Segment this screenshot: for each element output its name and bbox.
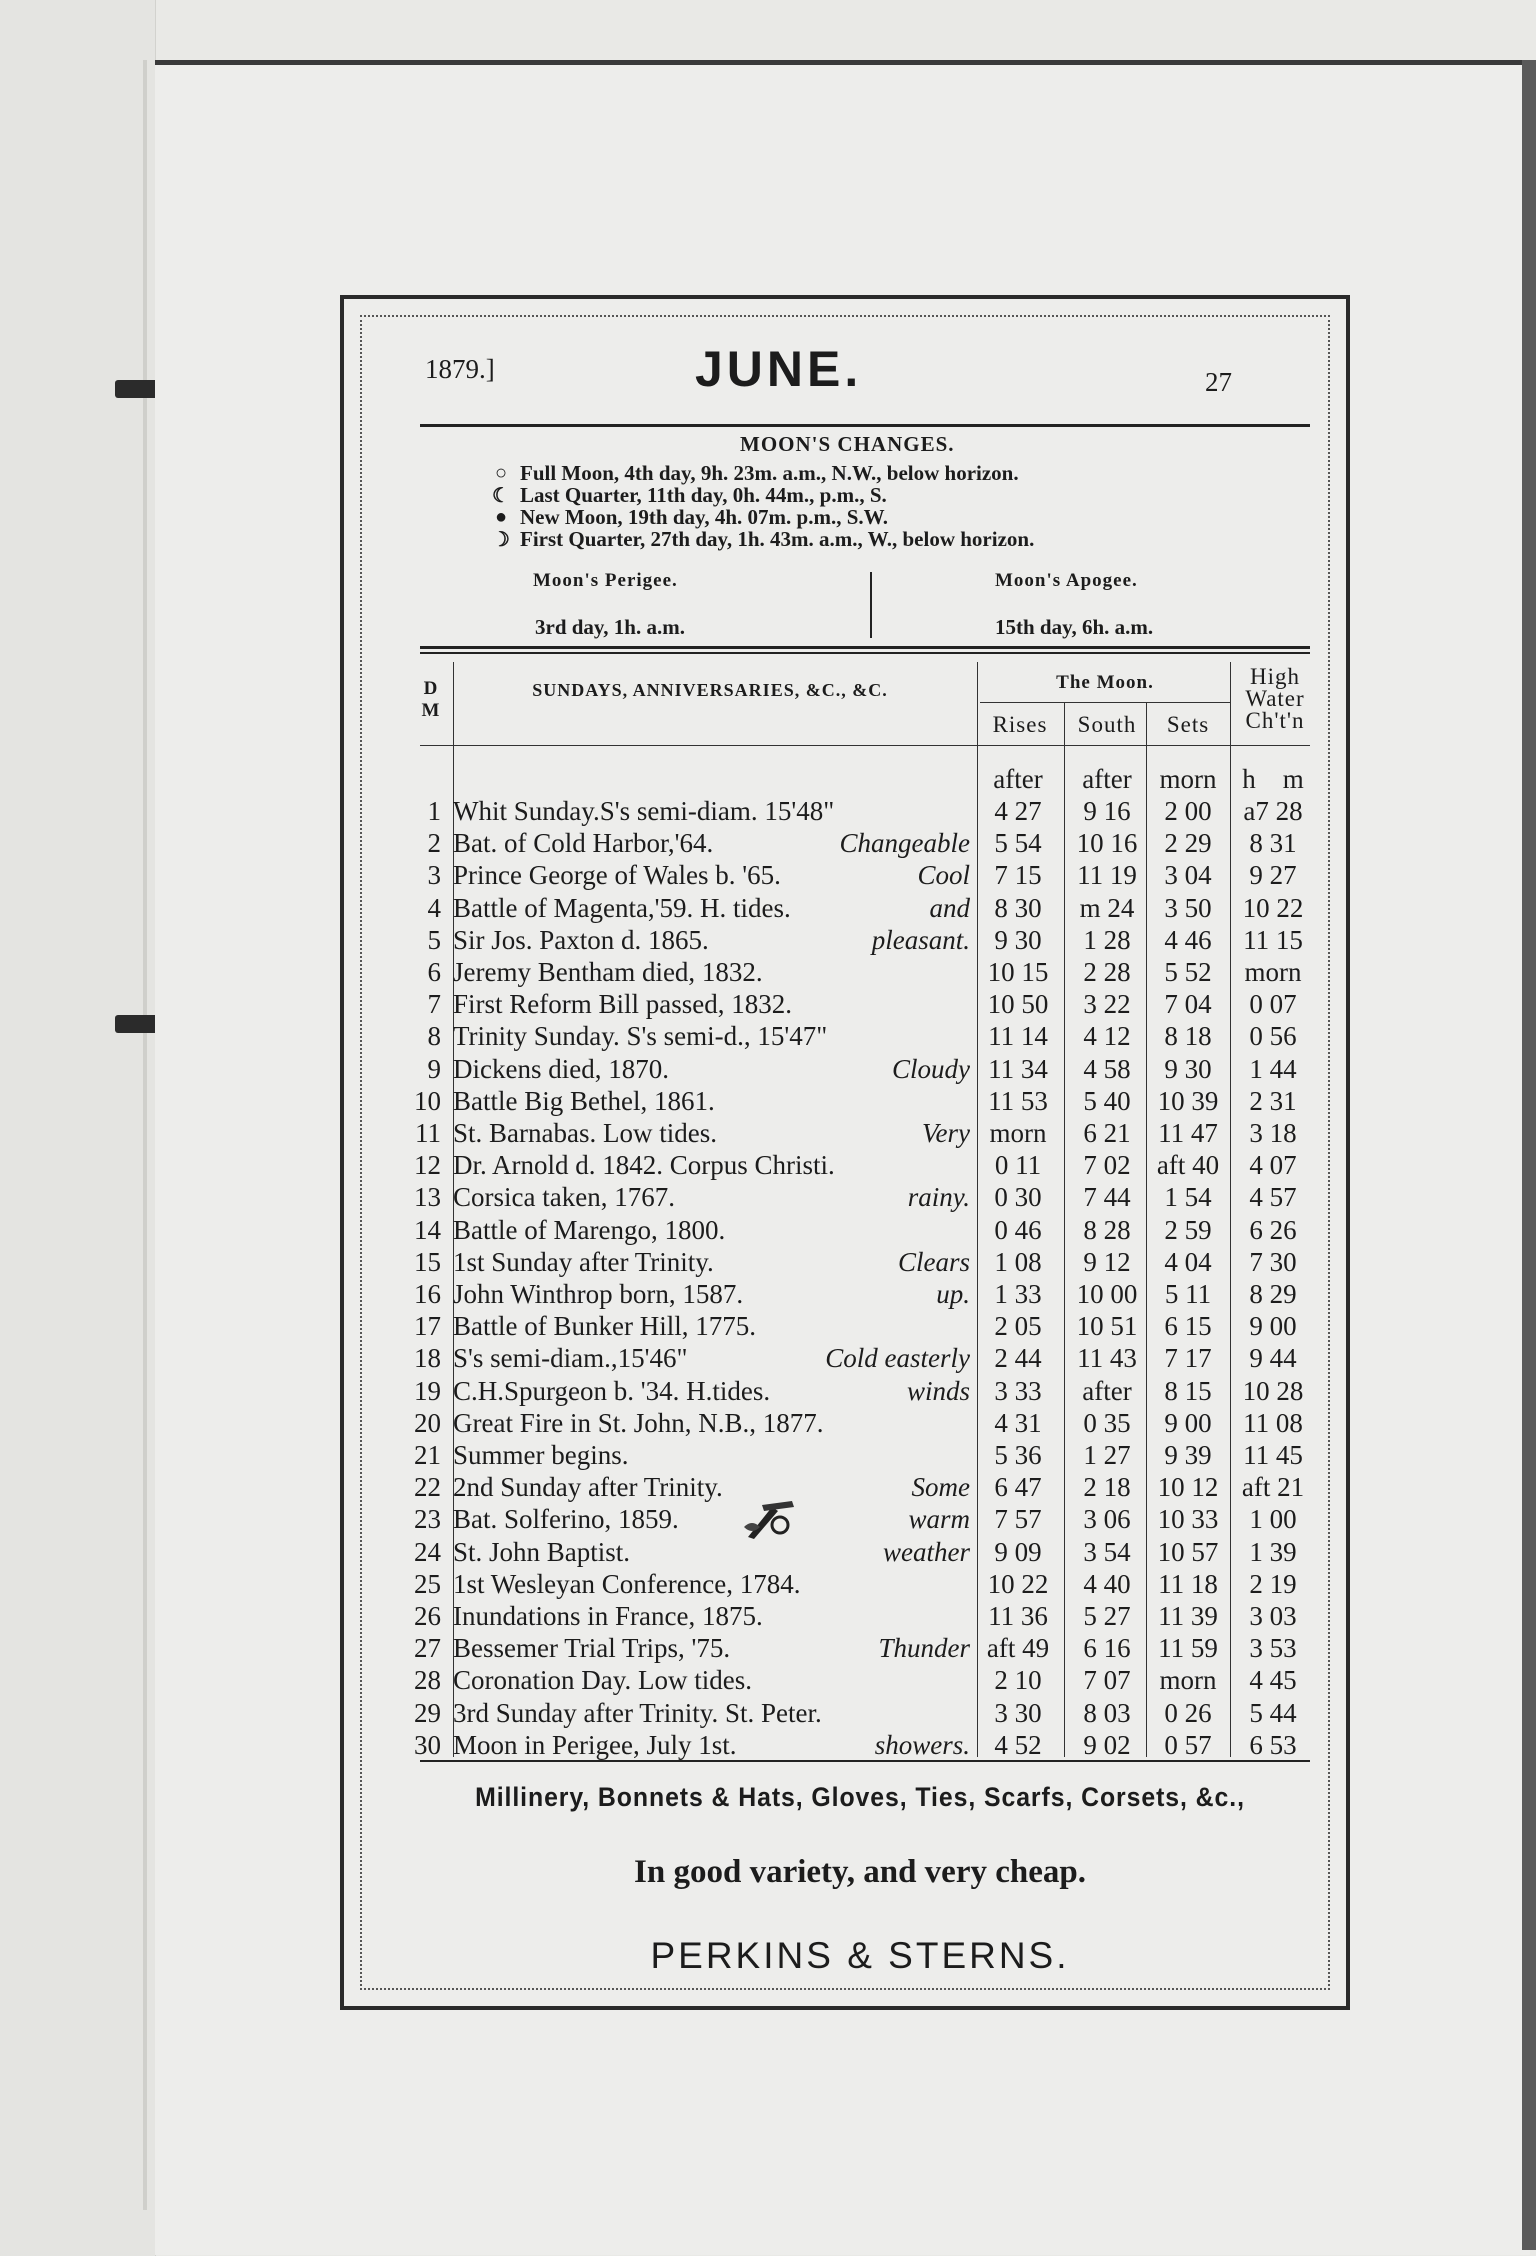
event-text: St. John Baptist. [453, 1537, 631, 1567]
day-number: 9 [427, 1054, 441, 1084]
high-water: 10 22 [1242, 893, 1304, 923]
weather-note: Some [911, 1472, 970, 1502]
moon-south: 8 03 [1083, 1698, 1131, 1728]
event-text: Great Fire in St. John, N.B., 1877. [453, 1408, 824, 1438]
moon-rises: 4 31 [994, 1408, 1042, 1438]
moon-south: 9 16 [1083, 796, 1131, 826]
weather-note: Changeable [839, 828, 970, 858]
moon-south: 0 35 [1083, 1408, 1131, 1438]
moon-sets: 9 30 [1164, 1054, 1212, 1084]
weather-note: Thunder [878, 1633, 970, 1663]
event-text: Coronation Day. Low tides. [453, 1665, 752, 1695]
event-text: Bat. Solferino, 1859. [453, 1504, 679, 1534]
event-text: 1st Sunday after Trinity. [453, 1247, 714, 1277]
moon-rises: 6 47 [994, 1472, 1042, 1502]
moon-change-text: New Moon, 19th day, 4h. 07m. p.m., S.W. [520, 504, 888, 529]
high-water: 3 18 [1249, 1118, 1297, 1148]
weather-note: Cloudy [892, 1054, 970, 1084]
moon-sets: 7 17 [1164, 1343, 1212, 1373]
moon-south: after [1082, 1376, 1132, 1406]
moon-south: 7 07 [1083, 1665, 1131, 1695]
high-water: 4 57 [1249, 1182, 1297, 1212]
moon-sets: 0 26 [1164, 1698, 1212, 1728]
moon-south: 3 22 [1083, 989, 1131, 1019]
high-water: 2 19 [1249, 1569, 1297, 1599]
units-sets: morn [1159, 764, 1217, 794]
day-number: 23 [414, 1504, 441, 1534]
day-number: 18 [414, 1343, 441, 1373]
page-number: 27 [1205, 367, 1232, 397]
high-water: 9 27 [1249, 860, 1297, 890]
moon-sets: 7 04 [1164, 989, 1212, 1019]
day-number: 21 [414, 1440, 441, 1470]
page-header [85, 333, 1325, 397]
moon-sets: 11 59 [1158, 1633, 1218, 1663]
moon-sets: morn [1159, 1665, 1217, 1695]
weather-note: Cold easterly [825, 1343, 970, 1373]
moon-rises: 2 05 [994, 1311, 1042, 1341]
moon-rises: 0 30 [994, 1182, 1042, 1212]
moon-rises: 11 36 [988, 1601, 1048, 1631]
moon-sets: 3 50 [1164, 893, 1212, 923]
event-text: Moon in Perigee, July 1st. [453, 1730, 737, 1760]
day-number: 22 [414, 1472, 441, 1502]
perigee-label: Moon's Perigee. [533, 570, 678, 591]
moon-rises: 10 50 [987, 989, 1049, 1019]
moon-south: 1 27 [1083, 1440, 1131, 1470]
high-water: 4 07 [1249, 1150, 1297, 1180]
event-text: Dickens died, 1870. [453, 1054, 669, 1084]
moon-rises: 9 09 [994, 1537, 1042, 1567]
event-text: Jeremy Bentham died, 1832. [453, 957, 763, 987]
moon-rises: 11 34 [988, 1054, 1048, 1084]
high-water: 0 56 [1249, 1021, 1297, 1051]
moon-sets: 11 47 [1158, 1118, 1218, 1148]
moon-south: 4 12 [1083, 1021, 1131, 1051]
units-south: after [1082, 764, 1132, 794]
day-number: 20 [414, 1408, 441, 1438]
high-water: 1 39 [1249, 1537, 1297, 1567]
moons-changes-list [490, 462, 1034, 550]
moon-rises: 0 11 [994, 1150, 1042, 1180]
high-water: 8 31 [1249, 828, 1297, 858]
header-the-moon: The Moon. [1056, 672, 1154, 693]
moon-rises: morn [989, 1118, 1047, 1148]
event-text: John Winthrop born, 1587. [453, 1279, 744, 1309]
high-water: 0 07 [1249, 989, 1297, 1019]
event-text: Battle of Marengo, 1800. [453, 1215, 726, 1245]
high-water: 2 31 [1249, 1086, 1297, 1116]
high-water: 9 44 [1249, 1343, 1297, 1373]
header-bottom-rule [420, 745, 1310, 746]
moon-rises: 10 15 [987, 957, 1049, 987]
moon-south: 9 12 [1083, 1247, 1131, 1277]
moon-south: 8 28 [1083, 1215, 1131, 1245]
high-water: aft 21 [1241, 1472, 1305, 1502]
high-water: 5 44 [1249, 1698, 1297, 1728]
moon-south: 3 06 [1083, 1504, 1131, 1534]
moon-south: 5 40 [1083, 1086, 1131, 1116]
weather-note: showers. [874, 1730, 970, 1760]
high-water: 8 29 [1249, 1279, 1297, 1309]
high-water: 9 00 [1249, 1311, 1297, 1341]
event-text: Prince George of Wales b. '65. [453, 860, 781, 890]
moon-sets: 4 04 [1164, 1247, 1212, 1277]
event-text: C.H.Spurgeon b. '34. H.tides. [453, 1376, 771, 1406]
weather-note: Clears [897, 1247, 970, 1277]
apogee-value: 15th day, 6h. a.m. [995, 615, 1154, 639]
moon-south: 9 02 [1083, 1730, 1131, 1760]
moon-south: 11 43 [1077, 1343, 1137, 1373]
moon-south: 7 44 [1083, 1182, 1131, 1212]
header-d: D [423, 678, 439, 699]
moon-sets: 3 04 [1164, 860, 1212, 890]
moon-rises: 4 27 [994, 796, 1042, 826]
moon-south: 6 21 [1083, 1118, 1131, 1148]
day-number: 10 [414, 1086, 441, 1116]
moon-south: 5 27 [1083, 1601, 1131, 1631]
day-number: 7 [427, 989, 441, 1019]
moon-rises: 3 30 [994, 1698, 1042, 1728]
moon-sets: 9 39 [1164, 1440, 1212, 1470]
moon-south: 2 18 [1083, 1472, 1131, 1502]
event-text: Battle of Bunker Hill, 1775. [453, 1311, 756, 1341]
moon-sets: 2 59 [1164, 1215, 1212, 1245]
moon-sets: 10 39 [1157, 1086, 1219, 1116]
moon-sets: 6 15 [1164, 1311, 1212, 1341]
high-water: 3 53 [1249, 1633, 1297, 1663]
moon-change-text: First Quarter, 27th day, 1h. 43m. a.m., W., below horizon. [520, 526, 1035, 551]
header-sets: Sets [1166, 712, 1210, 737]
day-number: 12 [414, 1150, 441, 1180]
high-water: 4 45 [1249, 1665, 1297, 1695]
moons-changes-title: MOON'S CHANGES. [740, 432, 955, 456]
high-water: morn [1244, 957, 1302, 987]
moon-rises: 2 44 [994, 1343, 1042, 1373]
moon-south: 10 16 [1076, 828, 1138, 858]
event-text: 3rd Sunday after Trinity. St. Peter. [453, 1698, 822, 1728]
moon-sets: 8 18 [1164, 1021, 1212, 1051]
day-number: 6 [427, 957, 441, 987]
day-number: 4 [427, 893, 441, 923]
units-hw: h m [1242, 764, 1304, 794]
day-number: 14 [414, 1215, 441, 1245]
moon-sets: 10 12 [1157, 1472, 1219, 1502]
event-text: Dr. Arnold d. 1842. Corpus Christi. [453, 1150, 835, 1180]
event-text: Summer begins. [453, 1440, 629, 1470]
moon-south: 7 02 [1083, 1150, 1131, 1180]
moon-south: 2 28 [1083, 957, 1131, 987]
moon-south: 1 28 [1083, 925, 1131, 955]
new-moon-icon: ● [494, 505, 508, 528]
header-year-text: 1879.] [425, 354, 495, 384]
moon-rises: 4 52 [994, 1730, 1042, 1760]
moon-rises: 5 36 [994, 1440, 1042, 1470]
moon-header-rule [980, 702, 1230, 703]
moon-rises: aft 49 [986, 1633, 1050, 1663]
day-number: 17 [414, 1311, 441, 1341]
high-water: 1 00 [1249, 1504, 1297, 1534]
advert-line-1: Millinery, Bonnets & Hats, Gloves, Ties, Scarfs, Corsets, &c., [475, 1782, 1245, 1812]
moon-sets: 5 11 [1164, 1279, 1212, 1309]
units-rises: after [993, 764, 1043, 794]
perigee-value: 3rd day, 1h. a.m. [535, 615, 685, 639]
moon-rises: 7 57 [994, 1504, 1042, 1534]
advert-line-2: In good variety, and very cheap. [634, 1854, 1086, 1890]
last-quarter-icon: ☾ [492, 484, 510, 507]
moon-sets: 1 54 [1164, 1182, 1212, 1212]
weather-note: Cool [917, 860, 970, 890]
day-number: 16 [414, 1279, 441, 1309]
weather-note: weather [883, 1537, 970, 1567]
first-quarter-icon: ☽ [492, 528, 510, 551]
perigee-apogee-divider [870, 572, 872, 638]
moon-change-text: Last Quarter, 11th day, 0h. 44m., p.m., S. [520, 482, 887, 507]
moon-rises: 1 33 [994, 1279, 1042, 1309]
tools-ornament-icon [742, 1497, 797, 1541]
moon-rises: 0 46 [994, 1215, 1042, 1245]
header-high-water: High Water Ch't'n [1245, 664, 1305, 733]
day-number: 11 [415, 1118, 441, 1148]
moon-sets: aft 40 [1156, 1150, 1220, 1180]
header-south: South [1077, 712, 1137, 737]
event-text: 1st Wesleyan Conference, 1784. [453, 1569, 801, 1599]
weather-note: winds [906, 1376, 970, 1406]
high-water: 10 28 [1242, 1376, 1304, 1406]
high-water: 11 15 [1243, 925, 1303, 955]
moon-sets: 8 15 [1164, 1376, 1212, 1406]
moon-rises: 10 22 [987, 1569, 1049, 1599]
day-number: 30 [414, 1730, 441, 1760]
header-rises: Rises [992, 712, 1048, 737]
col-divider [1064, 702, 1065, 1757]
moon-rises: 9 30 [994, 925, 1042, 955]
moon-rises: 5 54 [994, 828, 1042, 858]
moon-south: 3 54 [1083, 1537, 1131, 1567]
header-rule [420, 424, 1310, 427]
weather-note: Very [922, 1118, 970, 1148]
page-title: JUNE. [695, 341, 863, 397]
event-text: Bat. of Cold Harbor,'64. [453, 828, 714, 858]
event-text: Trinity Sunday. S's semi-d., 15'47" [453, 1021, 828, 1051]
weather-note: rainy. [907, 1182, 970, 1212]
apogee-label: Moon's Apogee. [995, 570, 1138, 591]
high-water: 6 53 [1249, 1730, 1297, 1760]
moon-rises: 7 15 [994, 860, 1042, 890]
day-number: 15 [414, 1247, 441, 1277]
header-m: M [421, 700, 441, 721]
day-number: 24 [414, 1537, 441, 1567]
moon-sets: 4 46 [1164, 925, 1212, 955]
moon-south: 10 51 [1076, 1311, 1138, 1341]
table-top-rule-2 [420, 652, 1310, 654]
day-number: 1 [427, 796, 441, 826]
moon-sets: 9 00 [1164, 1408, 1212, 1438]
moon-rises: 1 08 [994, 1247, 1042, 1277]
event-text: S's semi-diam.,15'46" [453, 1343, 688, 1373]
moon-rises: 8 30 [994, 893, 1042, 923]
full-moon-icon: ○ [494, 461, 508, 484]
high-water: 11 45 [1243, 1440, 1303, 1470]
moon-sets: 11 18 [1158, 1569, 1218, 1599]
day-number: 5 [427, 925, 441, 955]
event-text: Battle Big Bethel, 1861. [453, 1086, 715, 1116]
event-text: Corsica taken, 1767. [453, 1182, 675, 1212]
weather-note: warm [908, 1504, 970, 1534]
day-number: 27 [414, 1633, 441, 1663]
event-text: First Reform Bill passed, 1832. [453, 989, 792, 1019]
event-text: St. Barnabas. Low tides. [453, 1118, 717, 1148]
weather-note: and [929, 893, 970, 923]
moon-south: 10 00 [1076, 1279, 1138, 1309]
moon-south: 4 40 [1083, 1569, 1131, 1599]
moon-south: 4 58 [1083, 1054, 1131, 1084]
moon-change-row [490, 484, 1034, 506]
high-water: 7 30 [1249, 1247, 1297, 1277]
moon-sets: 10 57 [1157, 1537, 1219, 1567]
day-number: 28 [414, 1665, 441, 1695]
high-water: 6 26 [1249, 1215, 1297, 1245]
page-edge [1522, 60, 1536, 2250]
moon-change-row [490, 506, 1034, 528]
day-number: 19 [414, 1376, 441, 1406]
moon-rises: 3 33 [994, 1376, 1042, 1406]
high-water: 3 03 [1249, 1601, 1297, 1631]
event-text: Inundations in France, 1875. [453, 1601, 763, 1631]
event-text: Battle of Magenta,'59. H. tides. [453, 893, 791, 923]
high-water: 11 08 [1243, 1408, 1303, 1438]
moon-south: m 24 [1079, 893, 1135, 923]
high-water: a7 28 [1243, 796, 1303, 826]
moon-sets: 11 39 [1158, 1601, 1218, 1631]
advert-line-3: PERKINS & STERNS. [650, 1935, 1070, 1976]
day-number: 25 [414, 1569, 441, 1599]
moon-sets: 5 52 [1164, 957, 1212, 987]
day-number: 13 [414, 1182, 441, 1212]
day-number: 2 [427, 828, 441, 858]
day-number: 3 [427, 860, 441, 890]
table-top-rule [420, 646, 1310, 649]
moon-change-row [490, 462, 1034, 484]
high-water: 1 44 [1249, 1054, 1297, 1084]
event-text: 2nd Sunday after Trinity. [453, 1472, 723, 1502]
weather-note: pleasant. [871, 925, 970, 955]
moon-rises: 2 10 [994, 1665, 1042, 1695]
moon-sets: 2 29 [1164, 828, 1212, 858]
moon-change-text: Full Moon, 4th day, 9h. 23m. a.m., N.W., below horizon. [520, 460, 1019, 485]
event-text: Bessemer Trial Trips, '75. [453, 1633, 731, 1663]
day-number: 26 [414, 1601, 441, 1631]
moon-sets: 2 00 [1164, 796, 1212, 826]
moon-change-row [490, 528, 1034, 550]
moon-sets: 0 57 [1164, 1730, 1212, 1760]
weather-note: up. [936, 1279, 970, 1309]
moon-rises: 11 14 [988, 1021, 1048, 1051]
moon-rises: 11 53 [988, 1086, 1048, 1116]
moon-south: 11 19 [1077, 860, 1137, 890]
moon-sets: 10 33 [1157, 1504, 1219, 1534]
moon-south: 6 16 [1083, 1633, 1131, 1663]
day-number: 29 [414, 1698, 441, 1728]
event-text: Sir Jos. Paxton d. 1865. [453, 925, 709, 955]
event-text: Whit Sunday.S's semi-diam. 15'48" [453, 796, 835, 826]
day-number: 8 [427, 1021, 441, 1051]
header-sundays: SUNDAYS, ANNIVERSARIES, &C., &C. [532, 680, 888, 700]
